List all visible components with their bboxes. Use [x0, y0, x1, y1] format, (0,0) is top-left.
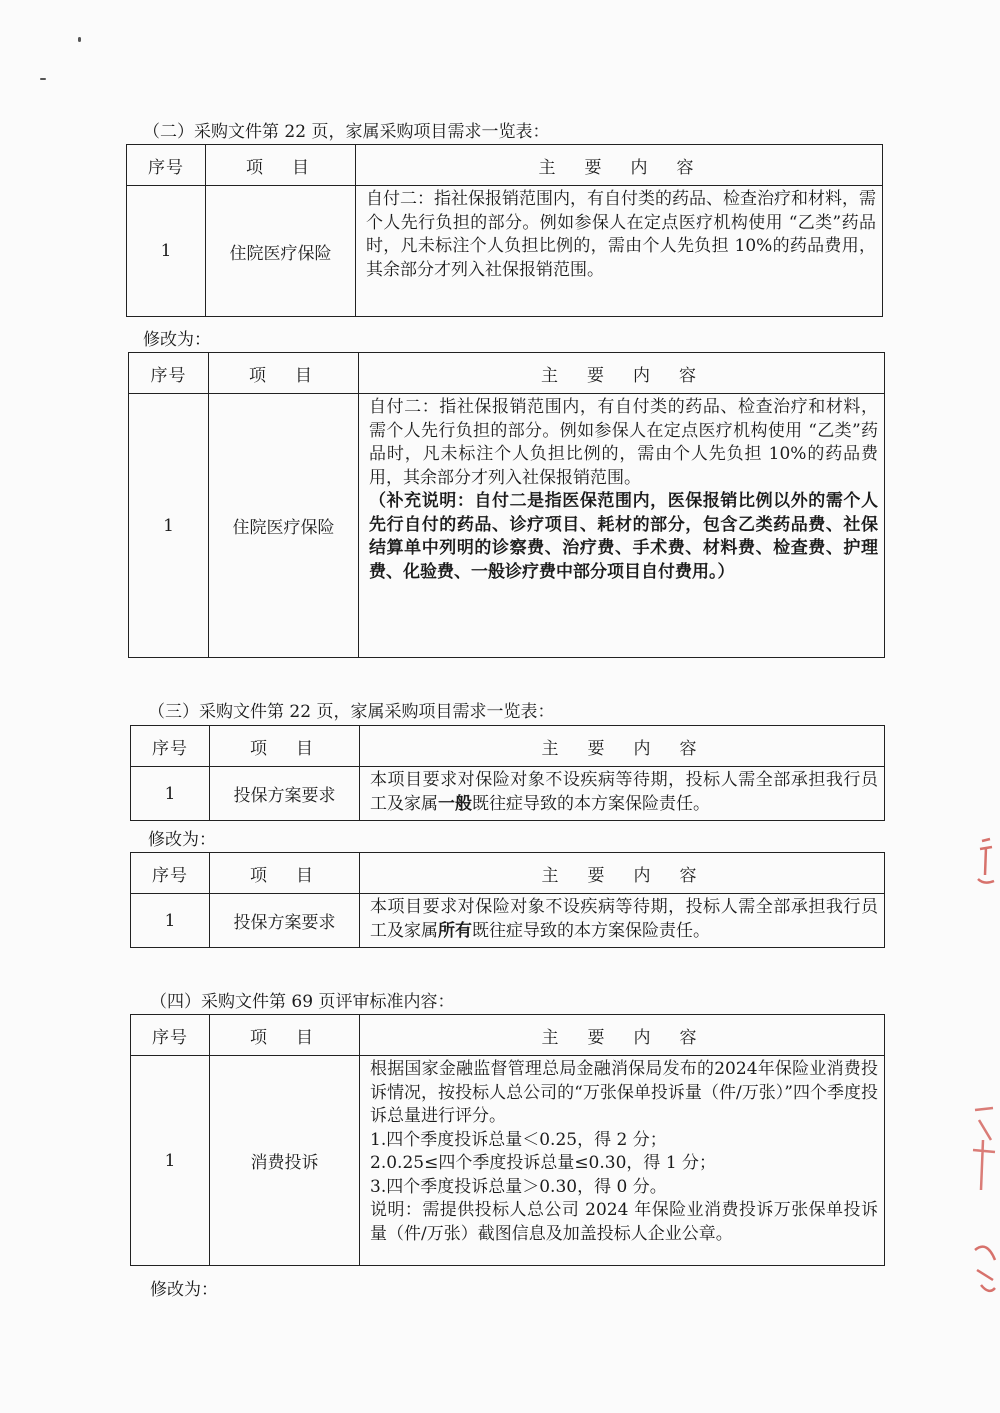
row-content-after: 既往症导致的本方案保险责任。 — [472, 793, 710, 814]
section-3-modified-label: 修改为： — [148, 830, 216, 850]
table-header-row — [129, 353, 885, 394]
header-content: 主 要 内 容 — [360, 853, 885, 894]
row-content — [360, 1056, 885, 1266]
row-item: 投保方案要求 — [210, 767, 360, 821]
table-row — [129, 394, 885, 658]
content-line: 根据国家金融监督管理总局金融消保局发布的2024年保险业消费投诉情况，按投标人总公司的“万张保单投诉量（件/万张）”四个季度投诉总量进行评分。 — [370, 1059, 878, 1126]
table-header-row — [131, 1015, 885, 1056]
table-row — [131, 1056, 885, 1266]
header-content: 主 要 内 容 — [359, 353, 885, 394]
header-no: 序号 — [131, 1015, 210, 1056]
scan-speck — [78, 37, 81, 42]
header-item: 项 目 — [210, 1015, 360, 1056]
row-no: 1 — [129, 394, 209, 658]
section-2-heading: （二）采购文件第 22 页，家属采购项目需求一览表： — [143, 122, 550, 142]
row-no: 1 — [131, 1056, 210, 1266]
header-content: 主 要 内 容 — [360, 726, 885, 767]
header-item: 项 目 — [209, 353, 359, 394]
row-content — [360, 894, 885, 948]
section-4-modified-label: 修改为： — [150, 1280, 218, 1300]
header-no: 序号 — [127, 145, 206, 186]
section-2-original-table — [126, 144, 883, 317]
seal-fragment — [965, 1100, 1000, 1300]
section-3-original-table — [130, 725, 885, 821]
table-header-row — [127, 145, 883, 186]
header-content: 主 要 内 容 — [360, 1015, 885, 1056]
header-no: 序号 — [131, 853, 210, 894]
row-content: 自付二：指社保报销范围内，有自付类的药品、检查治疗和材料，需个人先行负担的部分。例如参保人在定点医疗机构使用 “乙类”药品时，凡未标注个人负担比例的，需由个人先负担 10%的药品费用，其余部分才列入社保报销范围。 — [356, 186, 883, 317]
section-2-modified-table — [128, 352, 885, 658]
row-content — [360, 767, 885, 821]
content-line: 说明：需提供投标人总公司 2024 年保险业消费投诉万张保单投诉量（件/万张）截图信息及加盖投标人企业公章。 — [370, 1200, 878, 1244]
section-4-original-table — [130, 1014, 885, 1266]
row-content-original: 自付二：指社保报销范围内，有自付类的药品、检查治疗和材料，需个人先行负担的部分。例如参保人在定点医疗机构使用 “乙类”药品时，凡未标注个人负担比例的，需由个人先负担 10%的药品费用，其余部分才列入社保报销范围。 — [369, 397, 878, 488]
row-no: 1 — [127, 186, 206, 317]
row-content-before: 本项目要求对保险对象不设疾病等待期，投标人需全部承担我行员工及家属 — [370, 897, 878, 941]
row-item: 住院医疗保险 — [206, 186, 356, 317]
row-content-supplement: （补充说明：自付二是指医保范围内，医保报销比例以外的需个人先行自付的药品、诊疗项目、耗材的部分，包含乙类药品费、社保结算单中列明的诊察费、治疗费、手术费、材料费、检查费、护理费、化验费、一般诊疗费中部分项目自付费用。） — [369, 491, 878, 582]
header-item: 项 目 — [206, 145, 356, 186]
header-no: 序号 — [129, 353, 209, 394]
scan-speck — [40, 78, 46, 80]
row-item: 投保方案要求 — [210, 894, 360, 948]
row-content — [359, 394, 885, 658]
header-item: 项 目 — [210, 726, 360, 767]
content-line: 1.四个季度投诉总量＜0.25，得 2 分； — [370, 1129, 667, 1150]
content-line: 3.四个季度投诉总量＞0.30，得 0 分。 — [370, 1176, 667, 1197]
table-header-row — [131, 853, 885, 894]
row-item: 消费投诉 — [210, 1056, 360, 1266]
section-3-heading: （三）采购文件第 22 页，家属采购项目需求一览表： — [148, 702, 555, 722]
row-content-before: 本项目要求对保险对象不设疾病等待期，投标人需全部承担我行员工及家属 — [370, 770, 878, 814]
row-content-key: 所有 — [438, 920, 472, 941]
table-row — [131, 767, 885, 821]
row-no: 1 — [131, 767, 210, 821]
section-4-heading: （四）采购文件第 69 页评审标准内容： — [150, 992, 455, 1012]
table-header-row — [131, 726, 885, 767]
content-line: 2.0.25≤四个季度投诉总量≤0.30，得 1 分； — [370, 1153, 717, 1173]
row-no: 1 — [131, 894, 210, 948]
header-content: 主 要 内 容 — [356, 145, 883, 186]
row-item: 住院医疗保险 — [209, 394, 359, 658]
section-2-modified-label: 修改为： — [143, 330, 211, 350]
header-item: 项 目 — [210, 853, 360, 894]
row-content-key: 一般 — [438, 793, 472, 814]
table-row — [127, 186, 883, 317]
seal-fragment — [968, 835, 1000, 895]
header-no: 序号 — [131, 726, 210, 767]
row-content-after: 既往症导致的本方案保险责任。 — [472, 920, 710, 941]
section-3-modified-table — [130, 852, 885, 948]
table-row — [131, 894, 885, 948]
